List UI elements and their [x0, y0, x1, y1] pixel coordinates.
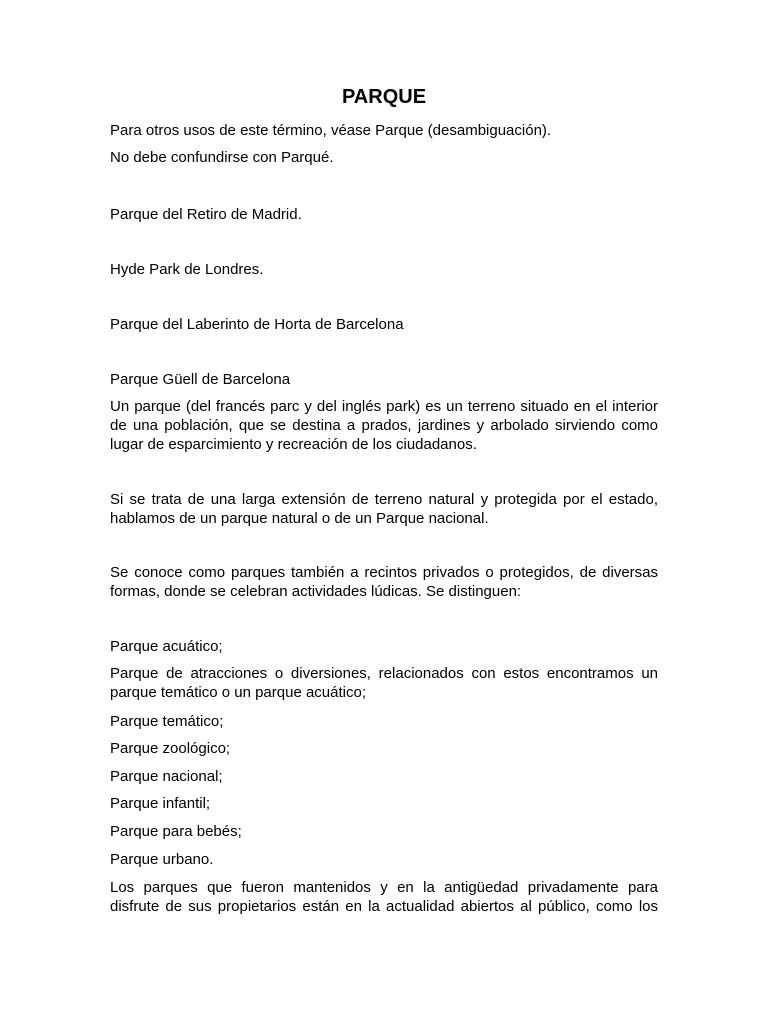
natural-park-line: Si se trata de una larga extensión de terreno natural y protegida por el estado,	[110, 491, 658, 508]
list-item: Parque zoológico;	[110, 740, 231, 757]
closing-line: disfrute de sus propietarios están en la actualidad abiertos al público, como los	[110, 898, 658, 915]
list-item: Parque temático;	[110, 713, 224, 730]
natural-park-line: hablamos de un parque natural o de un Parque nacional.	[110, 510, 489, 527]
intro-paragraph	[110, 397, 658, 454]
atracciones-line: parque temático o un parque acuático;	[110, 684, 367, 701]
caption-guell: Parque Güell de Barcelona	[110, 371, 291, 388]
closing-paragraph	[110, 878, 658, 916]
caption-retiro: Parque del Retiro de Madrid.	[110, 206, 302, 223]
intro-line: lugar de esparcimiento y recreación de los ciudadanos.	[110, 436, 477, 453]
caption-hyde-park: Hyde Park de Londres.	[110, 261, 264, 278]
atracciones-line: Parque de atracciones o diversiones, relacionados con estos encontramos un	[110, 665, 658, 682]
recintos-line: Se conoce como parques también a recintos privados o protegidos, de diversas	[110, 564, 658, 581]
caption-laberinto-horta: Parque del Laberinto de Horta de Barcelona	[110, 316, 404, 333]
list-item: Parque urbano.	[110, 851, 214, 868]
document-title: PARQUE	[341, 86, 427, 108]
list-item-atracciones	[110, 664, 658, 702]
list-item: Parque acuático;	[110, 638, 223, 655]
list-item: Parque infantil;	[110, 795, 211, 812]
intro-line: de una población, que se destina a prados, jardines y arbolado sirviendo como	[110, 417, 658, 434]
list-item: Parque nacional;	[110, 768, 223, 785]
not-confuse-note: No debe confundirse con Parqué.	[110, 149, 334, 166]
recintos-line: formas, donde se celebran actividades lúdicas. Se distinguen:	[110, 583, 522, 600]
intro-line: Un parque (del francés parc y del inglés park) es un terreno situado en el interior	[110, 398, 658, 415]
disambiguation-note: Para otros usos de este término, véase Parque (desambiguación).	[110, 122, 552, 139]
recintos-paragraph	[110, 563, 658, 601]
natural-park-paragraph	[110, 490, 658, 528]
closing-line: Los parques que fueron mantenidos y en la antigüedad privadamente para	[110, 879, 658, 896]
list-item: Parque para bebés;	[110, 823, 242, 840]
